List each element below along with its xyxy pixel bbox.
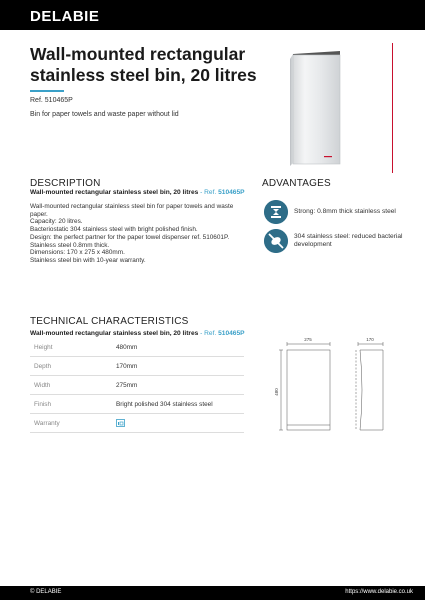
description-body	[30, 203, 245, 265]
brand-logo[interactable]: DELABIE	[30, 8, 100, 25]
drawing-depth-label: 170	[366, 337, 374, 342]
drawing-width-label: 275	[304, 337, 312, 342]
description-line: Design: the perfect partner for the paper towel dispenser ref. 510601P.	[30, 233, 230, 241]
spec-key: Height	[34, 344, 53, 351]
spec-value: 480mm	[116, 344, 138, 351]
spec-value	[116, 420, 125, 430]
technical-lead	[30, 330, 245, 337]
description-lead-text: Wall-mounted rectangular stainless steel bin, 20 litres	[30, 189, 199, 196]
product-subtitle: Bin for paper towels and waste paper without lid	[30, 111, 179, 118]
description-ref-prefix: - Ref.	[198, 189, 219, 196]
technical-lead-text: Wall-mounted rectangular stainless steel bin, 20 litres	[30, 330, 199, 337]
advantage-item	[262, 200, 412, 226]
spec-value: Bright polished 304 stainless steel	[116, 401, 213, 408]
spec-row	[30, 414, 244, 433]
footer-copyright: © DELABIE	[30, 589, 62, 595]
description-ref: 510465P	[218, 189, 245, 196]
spec-key: Warranty	[34, 420, 60, 427]
technical-heading: TECHNICAL CHARACTERISTICS	[30, 316, 189, 327]
footer-bar	[0, 586, 425, 600]
top-bar	[0, 0, 425, 30]
description-line: Dimensions: 170 x 275 x 480mm.	[30, 249, 125, 257]
advantage-text: Strong: 0.8mm thick stainless steel	[294, 208, 396, 215]
technical-ref-prefix: - Ref.	[198, 330, 219, 337]
spec-row	[30, 376, 244, 395]
advantage-item	[262, 229, 412, 255]
description-line: Stainless steel bin with 10-year warranty.	[30, 256, 146, 264]
spec-row	[30, 338, 244, 357]
title-underline	[30, 90, 64, 92]
spec-key: Finish	[34, 401, 52, 408]
product-ref: Ref. 510465P	[30, 97, 73, 104]
description-line: Stainless steel 0.8mm thick.	[30, 241, 110, 249]
drawing-height-label: 480	[274, 388, 279, 396]
technical-ref: 510465P	[218, 330, 245, 337]
spec-key: Width	[34, 382, 51, 389]
product-image	[288, 50, 344, 167]
spec-table	[30, 338, 244, 433]
spec-row	[30, 395, 244, 414]
ruler-thickness-icon	[264, 200, 288, 224]
spec-value: 275mm	[116, 382, 138, 389]
bacteria-blocked-icon	[264, 229, 288, 253]
technical-drawing	[270, 336, 400, 436]
accent-rule	[392, 43, 393, 173]
description-line: Bacteriostatic 304 stainless steel with bright polished finish.	[30, 226, 198, 234]
advantage-text: 304 stainless steel: reduced bacterial development	[294, 233, 403, 248]
description-lead	[30, 189, 245, 196]
spec-value: 170mm	[116, 363, 138, 370]
spec-row	[30, 357, 244, 376]
warranty-10-icon	[116, 419, 125, 427]
footer-website-link[interactable]: https://www.delabie.co.uk	[345, 589, 413, 595]
spec-key: Depth	[34, 363, 52, 370]
description-line: Capacity: 20 litres.	[30, 218, 83, 226]
description-line: Wall-mounted rectangular stainless steel bin for paper towels and waste paper.	[30, 203, 234, 218]
product-title: Wall-mounted rectangular stainless steel bin, 20 litres	[30, 44, 257, 85]
description-heading: DESCRIPTION	[30, 178, 101, 189]
advantages-heading: ADVANTAGES	[262, 178, 331, 189]
